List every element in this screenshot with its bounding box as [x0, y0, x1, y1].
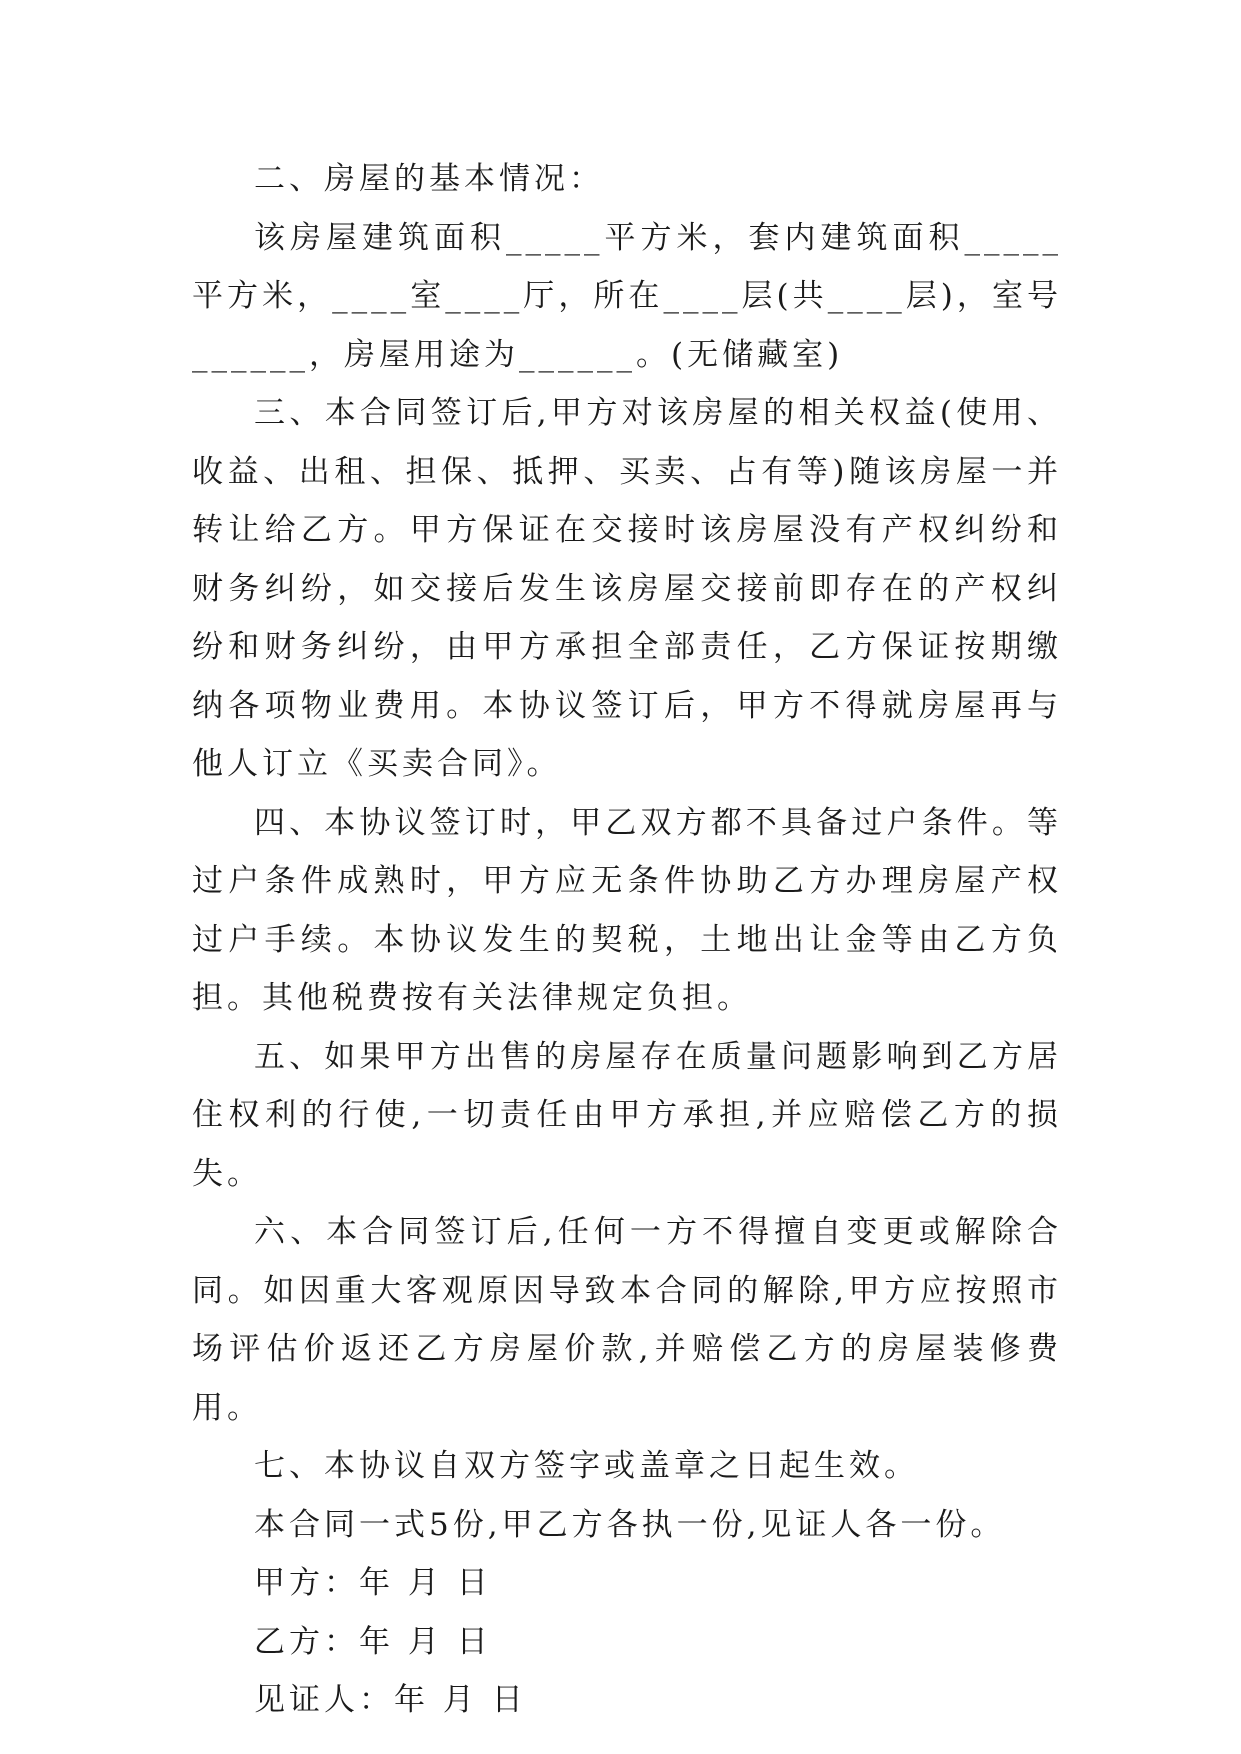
- party-b-signature-line: 乙方：年 月 日: [254, 1623, 492, 1660]
- section-3-paragraph: 三、本合同签订后,甲方对该房屋的相关权益(使用、收益、出租、担保、抵押、买卖、占有等)随该房屋一并转让给乙方。甲方保证在交接时该房屋没有产权纠纷和财务纠纷，如交接后发生该房屋交接前即存在的产权纠纷和财务纠纷，由甲方承担全部责任，乙方保证按期缴纳各项物业费用。本协议签订后，甲方不得就房屋再与他人订立《买卖合同》。: [192, 395, 1062, 782]
- section-5-paragraph: 五、如果甲方出售的房屋存在质量问题影响到乙方居住权利的行使,一切责任由甲方承担,并应赔偿乙方的损失。: [192, 1038, 1062, 1192]
- witness-signature-line: 见证人：年 月 日: [254, 1682, 527, 1718]
- section-6-paragraph: 六、本合同签订后,任何一方不得擅自变更或解除合同。如因重大客观原因导致本合同的解除,甲方应按照市场评估价返还乙方房屋价款,并赔偿乙方的房屋装修费用。: [192, 1214, 1062, 1426]
- house-info-paragraph: 该房屋建筑面积_____平方米，套内建筑面积_____平方米，____室____厅，所在____层(共____层)，室号______，房屋用途为______。(无储藏室): [192, 219, 1062, 373]
- section-2-heading: 二、房屋的基本情况：: [254, 161, 604, 197]
- contract-page: [192, 150, 1062, 1730]
- section-7-paragraph: 七、本协议自双方签字或盖章之日起生效。: [254, 1448, 919, 1484]
- copies-paragraph: 本合同一式5份,甲乙方各执一份,见证人各一份。: [254, 1506, 1006, 1543]
- section-4-paragraph: 四、本协议签订时，甲乙双方都不具备过户条件。等过户条件成熟时，甲方应无条件协助乙方办理房屋产权过户手续。本协议发生的契税，土地出让金等由乙方负担。其他税费按有关法律规定负担。: [192, 804, 1062, 1016]
- party-a-signature-line: 甲方：年 月 日: [254, 1565, 492, 1601]
